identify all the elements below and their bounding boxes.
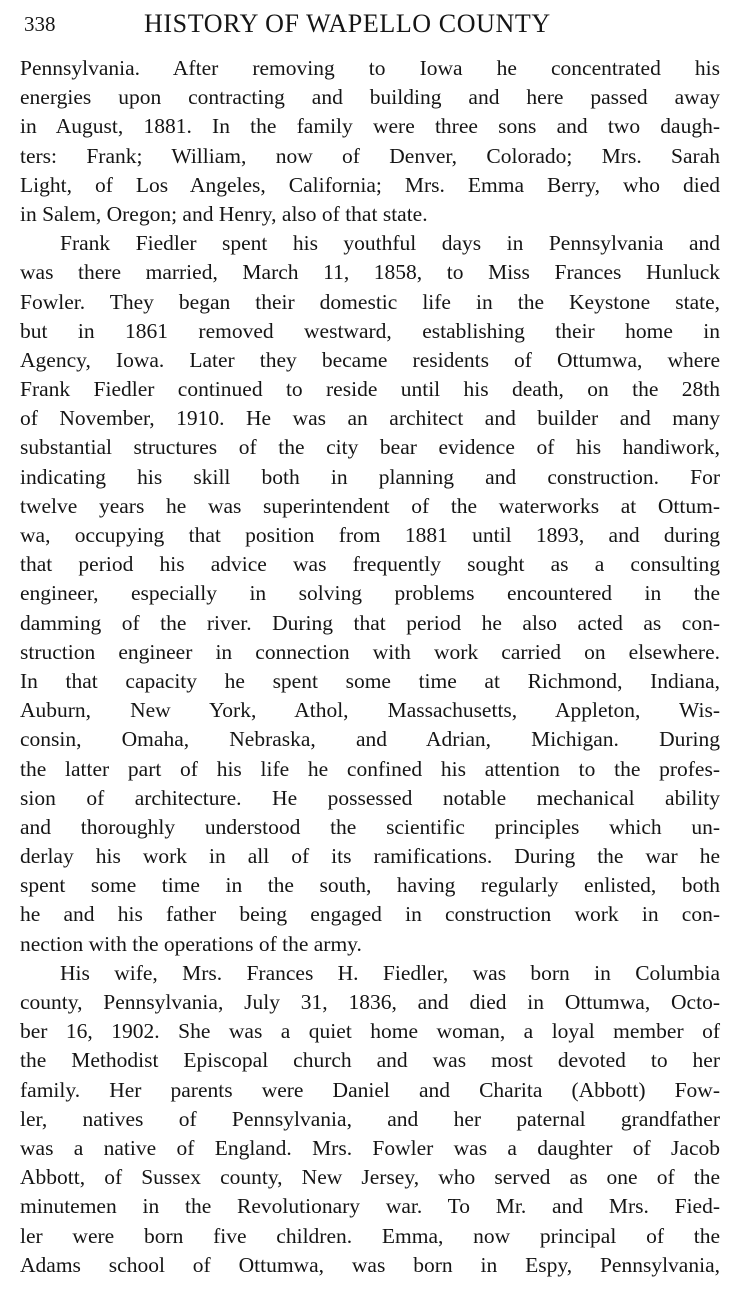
text-line: but in 1861 removed westward, establishing their home in — [20, 318, 720, 343]
page-header — [24, 7, 714, 41]
text-line: county, Pennsylvania, July 31, 1836, and died in Ottumwa, Octo- — [20, 990, 720, 1014]
body-text — [20, 54, 720, 1280]
text-line: consin, Omaha, Nebraska, and Adrian, Michigan. During — [20, 727, 720, 752]
text-line: in Salem, Oregon; and Henry, also of that state. — [20, 201, 428, 226]
text-line: wa, occupying that position from 1881 until 1893, and during — [20, 523, 720, 547]
text-line: sion of architecture. He possessed notable mechanical ability — [20, 785, 720, 810]
text-line: family. Her parents were Daniel and Charita (Abbott) Fow- — [20, 1077, 720, 1102]
text-line: the Methodist Episcopal church and was most devoted to her — [20, 1048, 720, 1073]
text-line: Abbott, of Sussex county, New Jersey, who served as one of the — [20, 1165, 720, 1190]
text-line: spent some time in the south, having regularly enlisted, both — [20, 873, 720, 898]
text-line: substantial structures of the city bear evidence of his handiwork, — [20, 435, 720, 460]
text-line: of November, 1910. He was an architect and builder and many — [20, 406, 720, 431]
text-line: ler, natives of Pennsylvania, and her paternal grandfather — [20, 1106, 720, 1131]
text-line: the latter part of his life he confined his attention to the profes- — [20, 756, 720, 781]
text-line: struction engineer in connection with work carried on elsewhere. — [20, 639, 720, 664]
text-line: was there married, March 11, 1858, to Miss Frances Hunluck — [20, 260, 720, 285]
text-line: Pennsylvania. After removing to Iowa he concentrated his — [20, 56, 720, 80]
page-number: 338 — [24, 12, 56, 36]
text-line: ler were born five children. Emma, now principal of the — [20, 1223, 720, 1248]
text-line: indicating his skill both in planning and construction. For — [20, 464, 720, 489]
text-line: Frank Fiedler spent his youthful days in Pennsylvania and — [60, 231, 720, 256]
text-line: that period his advice was frequently sought as a consulting — [20, 552, 720, 577]
text-line: and thoroughly understood the scientific principles which un- — [20, 814, 720, 839]
text-line: In that capacity he spent some time at Richmond, Indiana, — [20, 668, 720, 693]
text-line: damming of the river. During that period he also acted as con- — [20, 610, 720, 635]
text-line: derlay his work in all of its ramifications. During the war he — [20, 844, 720, 869]
text-line: in August, 1881. In the family were three sons and two daugh- — [20, 114, 720, 139]
text-line: nection with the operations of the army. — [20, 931, 362, 956]
text-line: Agency, Iowa. Later they became residents of Ottumwa, where — [20, 347, 720, 372]
text-line: Light, of Los Angeles, California; Mrs. Emma Berry, who died — [20, 172, 720, 197]
text-line: was a native of England. Mrs. Fowler was a daughter of Jacob — [20, 1135, 720, 1160]
text-line: engineer, especially in solving problems encountered in the — [20, 581, 720, 606]
text-line: Fowler. They began their domestic life in the Keystone state, — [20, 289, 720, 314]
text-line: Frank Fiedler continued to reside until his death, on the 28th — [20, 377, 720, 402]
text-line: Adams school of Ottumwa, was born in Espy, Pennsylvania, — [20, 1252, 720, 1277]
text-line: twelve years he was superintendent of the waterworks at Ottum- — [20, 493, 720, 518]
text-line: His wife, Mrs. Frances H. Fiedler, was born in Columbia — [60, 960, 720, 985]
text-line: energies upon contracting and building and here passed away — [20, 85, 720, 110]
text-line: ters: Frank; William, now of Denver, Colorado; Mrs. Sarah — [20, 143, 720, 168]
text-line: Auburn, New York, Athol, Massachusetts, Appleton, Wis- — [20, 698, 720, 723]
running-title: HISTORY OF WAPELLO COUNTY — [144, 9, 551, 38]
text-line: minutemen in the Revolutionary war. To Mr. and Mrs. Fied- — [20, 1194, 720, 1219]
text-line: ber 16, 1902. She was a quiet home woman, a loyal member of — [20, 1019, 720, 1044]
text-line: he and his father being engaged in construction work in con- — [20, 902, 720, 927]
